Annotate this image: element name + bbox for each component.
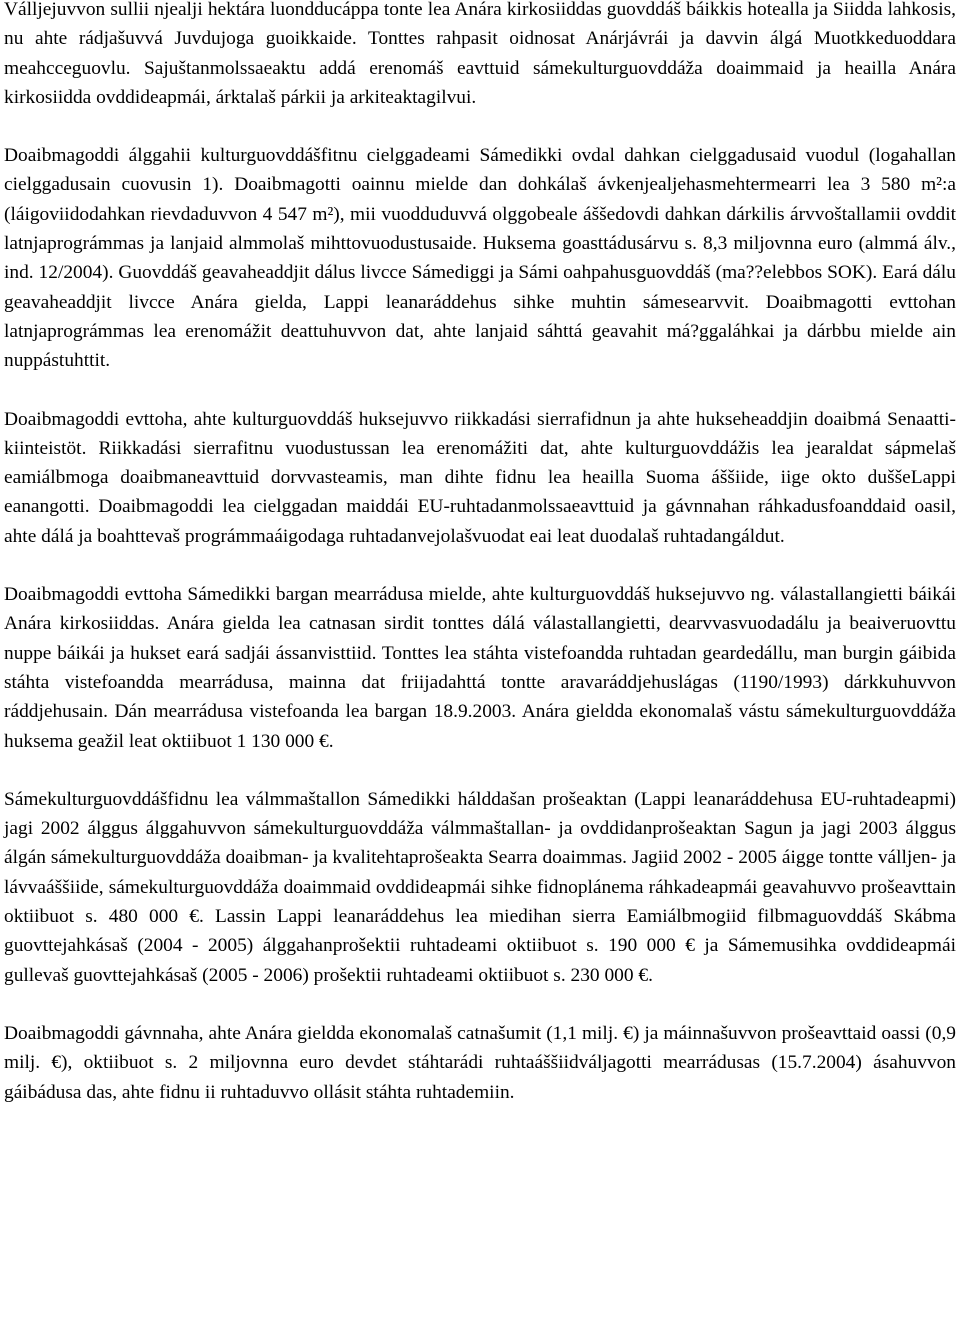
paragraph-space-program: Doaibmagoddi álggahii kulturguovddášfitnu cielggadeami Sámedikki ovdal dahkan cielggadusaid vuodul (logahallan cielggadusain cuovusin 1). Doaibmagotti oainnu mielde dan dohkálaš ávkenjealjehasmehtermearri lea 3 580 m²:a (láigoviidodahkan rievdaduvvon 4 547 m²), mii vuodduduvvá olggobeale áššedovdi dahkan dárkilis árvvoštallamii ovddit latnjaprográmmas ja lanjaid almmolaš mihttovuodustusaide. Huksema goasttádusárvu s. 8,3 miljovnna euro (almmá álv., ind. 12/2004). Guovddáš geavaheaddjit dálus livcce Sámediggi ja Sámi oahpahusguovddáš (ma??elebbos SOK). Eará dálu geavaheaddjit livcce Anára gielda, Lappi leanaráddehus sihke muhtin sámesearvvit. Doaibmagotti evttohan latnjaprográmmas lea erenomážit deattuhuvvon dat, ahte lanjaid sáhttá geavahit má?ggaláhkai ja dárbbu mielde ain nuppástuhttit. (4, 145, 956, 372)
paragraph-financial-summary: Doaibmagoddi gávnnaha, ahte Anára gieldda ekonomalaš catnašumit (1,1 milj. €) ja máinnašuvvon prošeavttaid oassi (0,9 milj. €), oktiibuot s. 2 miljovnna euro devdet stáhtarádi ruhtaáššiidváljagotti mearrádusas (15.7.2004) ásahuvvon gáibádusa das, ahte fidnu ii ruhtaduvvo ollásit stáhta ruhtademiin. (4, 1022, 956, 1103)
paragraph-national-project: Doaibmagoddi evttoha, ahte kulturguovddáš huksejuvvo riikkadási sierrafidnun ja ahte hukseheaddjin doaibmá Senaatti-kiinteistöt. Riikkadási sierrafitnu vuodustussan lea erenomážiti dat, ahte kulturguovddážis lea jearaldat sápmelaš eamiálbmoga doaibmaneavttuid dorvvasteamis, man dihte fidnu lea heailla Suoma áššiide, iige okto duššeLappi eanangotti. Doaibmagoddi lea cielggadan maiddái EU-ruhtadanmolssaeavttuid ja gávnnahan ráhkadusfoanddaid oasil, ahte dálá ja boahttevaš prográmmaáigodaga ruhtadanvejolašvuodat eai leat duodalaš ruhtadangáldut. (4, 408, 956, 547)
document-page (4, 0, 956, 1107)
paragraph-site-selection: Válljejuvvon sullii njealji hektára luondducáppa tonte lea Anára kirkosiiddas guovddáš báikkis hotealla ja Siidda lahkosis, nu ahte rádjašuvvá Juvdujoga guoikkaide. Tonttes rahpasit oidnosat Anárjávrái ja davvin álgá Muotkkeduoddara meahcceguovlu. Sajuštanmolssaeaktu addá erenomáš eavttuid sámekulturguovddáža doaimmaid ja heailla Anára kirkosiidda ovddideapmái, árktalaš párkii ja arkiteaktagilvui. (4, 0, 956, 108)
paragraph-project-funding: Sámekulturguovddášfidnu lea válmmaštallon Sámedikki hálddašan prošeaktan (Lappi leanaráddehusa EU-ruhtadeapmi) jagi 2002 álggus álggahuvvon sámekulturguovddáža válmmaštallan- ja ovddidanprošeaktan Sagun ja jagi 2003 álggus álgán sámekulturguovddáža doaibman- ja kvalitehtaprošeakta Searra doaimmas. Jagiid 2002 - 2005 áigge tontte válljen- ja lávvaáššiide, sámekulturguovddáža doaimmaid ovddideapmái sihke fidnoplánema ráhkadeapmái geavahuvvo prošeavttain oktiibuot s. 480 000 €. Lassin Lappi leanaráddehus lea miedihan sierra Eamiálbmogiid filbmaguovddáš Skábma guovttejahkásaš (2004 - 2005) álggahanprošektii ruhtadeami oktiibuot s. 190 000 € ja Sámemusihka ovddideapmái gullevaš guovttejahkásaš (2005 - 2006) prošektii ruhtadeami oktiibuot s. 230 000 €. (4, 788, 956, 986)
paragraph-building-site: Doaibmagoddi evttoha Sámedikki bargan mearrádusa mielde, ahte kulturguovddáš huksejuvvo ng. válastallangietti báikái Anára kirkosiiddas. Anára gielda lea catnasan sirdit tonttes dálá válastallangietti, dearvvasvuodadálu ja beaiveruovttu nuppe báikái ja hukset eará sadjái ássanvisttiid. Tonttes lea stáhta vistefoandda ruhtadan geardedállu, man burgin gáibida stáhta vistefoandda mearrádusa, mainna dat friijadahttá tontte aravaráddjehuslágas (1190/1993) dárkkuhuvvon ráddjehusain. Dán mearrádusa vistefoanda lea bargan 18.9.2003. Anára gieldda ekonomalaš vástu sámekulturguovddáža huksema geažil leat oktiibuot 1 130 000 €. (4, 584, 956, 752)
